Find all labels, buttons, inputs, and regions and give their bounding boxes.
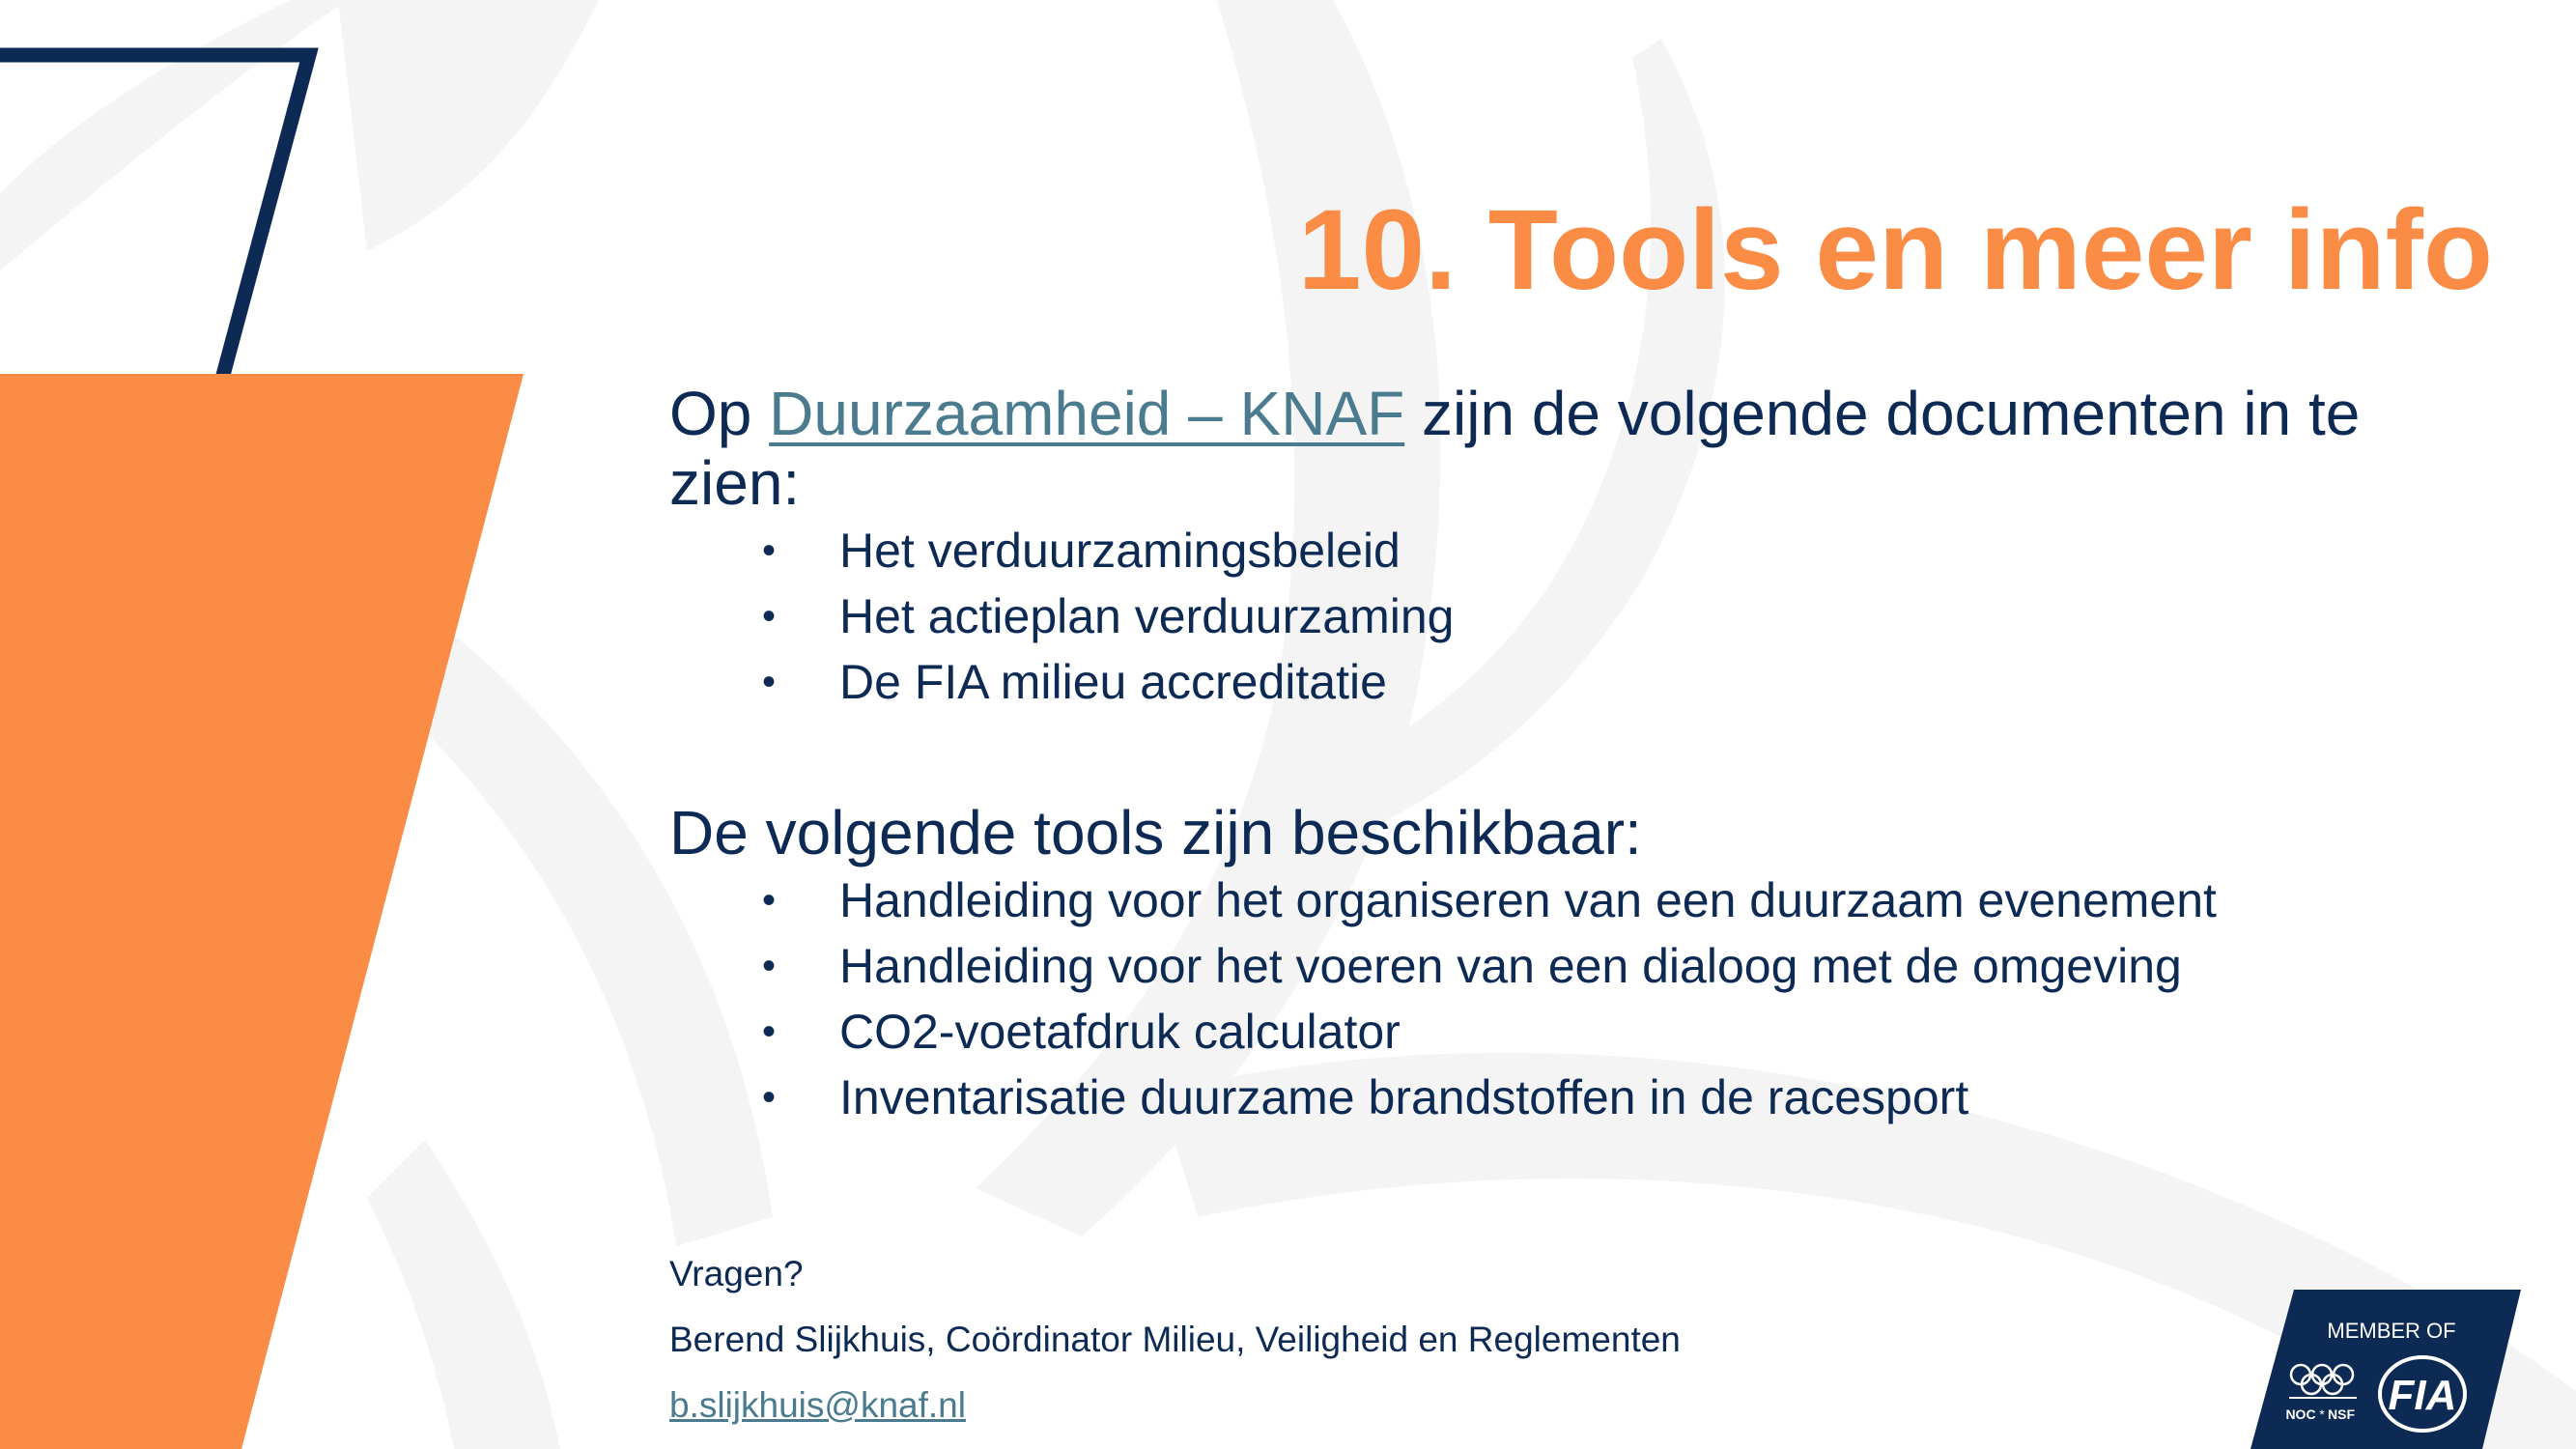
contact-email-link[interactable]: b.slijkhuis@knaf.nl xyxy=(669,1385,966,1425)
questions-label: Vragen? xyxy=(669,1254,804,1293)
nsf-label: NSF xyxy=(2328,1406,2355,1422)
bullet-icon: • xyxy=(762,595,777,638)
bullet-icon: • xyxy=(762,1076,777,1119)
bullet-icon: • xyxy=(762,529,777,572)
tool-item-label: Handleiding voor het organiseren van een duurzaam evenement xyxy=(839,873,2217,927)
list-item xyxy=(669,867,2505,933)
badge-background xyxy=(2250,1290,2521,1449)
list-item xyxy=(669,649,2505,715)
list-item xyxy=(669,583,2505,649)
list-item xyxy=(669,518,2505,583)
list-item xyxy=(669,999,2505,1065)
bullet-icon: • xyxy=(762,879,777,922)
member-of-label: MEMBER OF xyxy=(2327,1319,2456,1343)
bullet-icon: • xyxy=(762,661,777,703)
member-of-badge xyxy=(2250,1290,2521,1449)
contact-footer xyxy=(669,1241,1681,1438)
slide-content xyxy=(669,379,2505,1130)
tools-list xyxy=(669,867,2505,1130)
fia-label: FIA xyxy=(2388,1372,2457,1419)
tool-item-label: CO2-voetafdruk calculator xyxy=(839,1005,1401,1059)
tool-item-label: Handleiding voor het voeren van een dialoog met de omgeving xyxy=(839,939,2182,993)
documents-list xyxy=(669,518,2505,715)
tools-heading: De volgende tools zijn beschikbaar: xyxy=(669,798,1642,867)
list-item xyxy=(669,1065,2505,1130)
intro-text xyxy=(669,379,2505,518)
bullet-icon: • xyxy=(762,945,777,987)
slide-title: 10. Tools en meer info xyxy=(1297,186,2493,314)
contact-person: Berend Slijkhuis, Coördinator Milieu, Veiligheid en Reglementen xyxy=(669,1320,1681,1359)
intro-prefix: Op xyxy=(669,379,770,448)
list-item xyxy=(669,933,2505,999)
noc-nsf-separator-icon: * xyxy=(2319,1406,2325,1422)
intro-suffix: zijn de volgende documenten in te zien: xyxy=(669,379,2361,518)
document-item-label: Het verduurzamingsbeleid xyxy=(839,524,1401,578)
noc-label: NOC xyxy=(2285,1406,2316,1422)
document-item-label: Het actieplan verduurzaming xyxy=(839,589,1455,643)
bullet-icon: • xyxy=(762,1010,777,1053)
document-item-label: De FIA milieu accreditatie xyxy=(839,655,1387,709)
tool-item-label: Inventarisatie duurzame brandstoffen in de racesport xyxy=(839,1070,1969,1124)
duurzaamheid-knaf-link[interactable]: Duurzaamheid – KNAF xyxy=(769,379,1405,448)
